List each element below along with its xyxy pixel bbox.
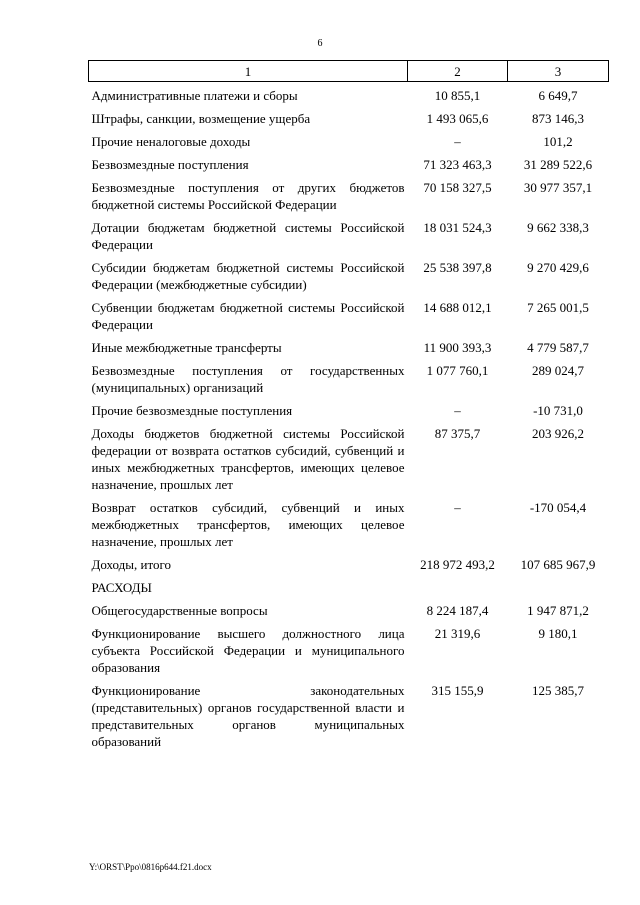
row-value-col-2: 10 855,1 — [434, 88, 481, 103]
budget-table — [88, 60, 609, 756]
row-label: Безвозмездные поступления от других бюджетов бюджетной системы Российской Федерации — [91, 180, 405, 212]
row-value-col-3: 7 265 001,5 — [527, 300, 589, 315]
row-label: Прочие неналоговые доходы — [91, 134, 251, 149]
row-label: Безвозмездные поступления — [91, 157, 249, 172]
table-row — [89, 299, 609, 339]
row-value-col-3: 31 289 522,6 — [523, 157, 593, 172]
row-label: Общегосударственные вопросы — [91, 603, 268, 618]
row-label: Субвенции бюджетам бюджетной системы Российской Федерации — [91, 300, 405, 332]
row-value-col-2: 87 375,7 — [434, 426, 481, 441]
row-value-col-3 — [508, 579, 609, 602]
row-label: Безвозмездные поступления от государственных (муниципальных) организаций — [91, 363, 405, 395]
table-row — [89, 602, 609, 625]
table-row — [89, 339, 609, 362]
table-row — [89, 556, 609, 579]
row-value-col-3: 289 024,7 — [532, 363, 584, 378]
row-value-col-3: 9 270 429,6 — [527, 260, 589, 275]
table-row — [89, 82, 609, 111]
row-label: Доходы, итого — [91, 557, 171, 572]
table-row — [89, 156, 609, 179]
table-row — [89, 579, 609, 602]
table-row — [89, 402, 609, 425]
header-col-1: 1 — [89, 61, 408, 82]
table-row — [89, 179, 609, 219]
row-value-col-3: 107 685 967,9 — [520, 557, 596, 572]
header-row — [89, 61, 609, 82]
row-value-col-2: 71 323 463,3 — [423, 157, 492, 172]
row-value-col-3: 6 649,7 — [538, 88, 578, 103]
row-value-col-3: 101,2 — [543, 134, 573, 149]
table-row — [89, 425, 609, 499]
row-value-col-3: 9 662 338,3 — [527, 220, 589, 235]
row-value-col-2: – — [454, 500, 461, 515]
table-body — [89, 82, 609, 757]
row-label: Дотации бюджетам бюджетной системы Российской Федерации — [91, 220, 405, 252]
row-label: Доходы бюджетов бюджетной системы Российской федерации от возврата остатков субсидий, субвенций и иных межбюджетных трансфертов, имеющих целевое назначение, прошлых лет — [91, 426, 405, 492]
row-label: РАСХОДЫ — [91, 580, 152, 595]
row-label: Иные межбюджетные трансферты — [91, 340, 282, 355]
footer-file-path: Y:\ORST\Ppo\0816p644.f21.docx — [89, 862, 212, 872]
page-number: 6 — [317, 38, 323, 49]
row-value-col-2 — [408, 579, 508, 602]
row-value-col-2: 1 493 065,6 — [426, 111, 489, 126]
table-row — [89, 362, 609, 402]
row-label: Штрафы, санкции, возмещение ущерба — [91, 111, 311, 126]
row-label: Административные платежи и сборы — [91, 88, 298, 103]
row-value-col-3: -170 054,4 — [529, 500, 587, 515]
row-value-col-2: – — [454, 403, 461, 418]
row-value-col-3: 1 947 871,2 — [527, 603, 589, 618]
row-value-col-3: 9 180,1 — [538, 626, 578, 641]
row-value-col-2: 8 224 187,4 — [426, 603, 489, 618]
row-value-col-2: – — [454, 134, 461, 149]
table-row — [89, 625, 609, 682]
table-row — [89, 110, 609, 133]
table-row — [89, 682, 609, 756]
row-value-col-2: 315 155,9 — [431, 683, 484, 698]
table-row — [89, 499, 609, 556]
row-value-col-2: 1 077 760,1 — [426, 363, 489, 378]
row-value-col-3: 873 146,3 — [532, 111, 584, 126]
row-value-col-2: 70 158 327,5 — [423, 180, 492, 195]
row-value-col-2: 218 972 493,2 — [420, 557, 495, 572]
row-label: Субсидии бюджетам бюджетной системы Российской Федерации (межбюджетные субсидии) — [91, 260, 405, 292]
table-row — [89, 133, 609, 156]
table-row — [89, 259, 609, 299]
table-row — [89, 219, 609, 259]
header-col-3: 3 — [508, 61, 609, 82]
row-value-col-3: 125 385,7 — [532, 683, 584, 698]
row-value-col-2: 14 688 012,1 — [423, 300, 492, 315]
row-label: Функционирование законодательных (представительных) органов государственной власти и представительных органов муниципальных образований — [91, 683, 405, 749]
row-value-col-2: 18 031 524,3 — [423, 220, 492, 235]
row-label: Функционирование высшего должностного лица субъекта Российской Федерации и муниципального образования — [91, 626, 405, 675]
row-value-col-3: 30 977 357,1 — [523, 180, 593, 195]
row-label: Прочие безвозмездные поступления — [91, 403, 293, 418]
row-value-col-3: -10 731,0 — [533, 403, 583, 418]
row-value-col-2: 11 900 393,3 — [423, 340, 492, 355]
row-label: Возврат остатков субсидий, субвенций и иных межбюджетных трансфертов, имеющих целевое назначение, прошлых лет — [91, 500, 405, 549]
row-value-col-2: 25 538 397,8 — [423, 260, 492, 275]
row-value-col-3: 4 779 587,7 — [527, 340, 589, 355]
row-value-col-2: 21 319,6 — [434, 626, 481, 641]
row-value-col-3: 203 926,2 — [532, 426, 584, 441]
table-header — [89, 61, 609, 82]
header-col-2: 2 — [408, 61, 508, 82]
